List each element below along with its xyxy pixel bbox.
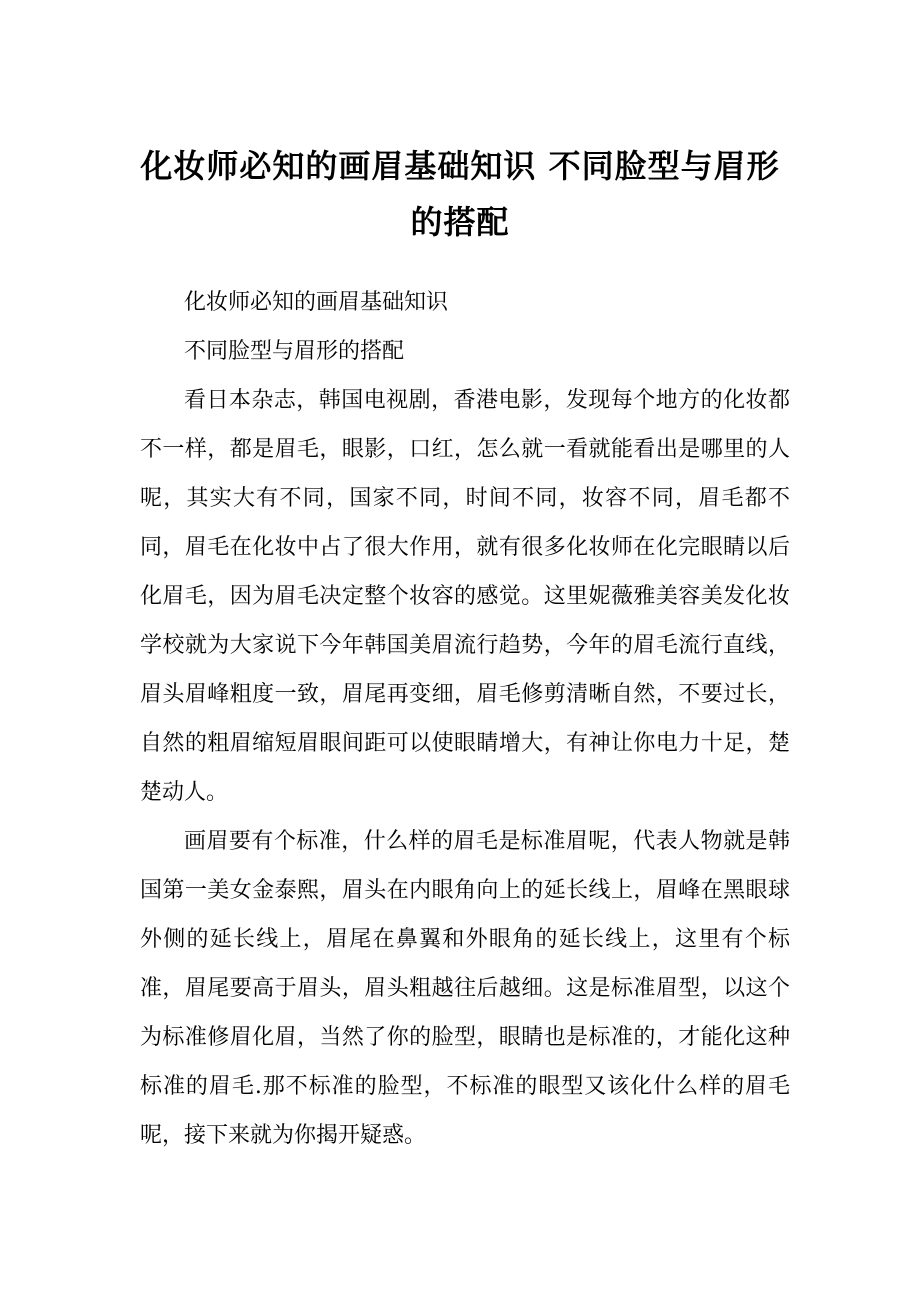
subheading-basics: 化妆师必知的画眉基础知识 [184,290,449,315]
subheading-face-shapes: 不同脸型与眉形的搭配 [184,339,405,364]
paragraph-trends: 看日本杂志，韩国电视剧，香港电影，发现每个地方的化妆都不一样，都是眉毛，眼影，口红，怎么就一看就能看出是哪里的人呢，其实大有不同，国家不同，时间不同，妆容不同，眉毛都不同，眉毛在化妆中占了很大作用，就有很多化妆师在化完眼睛以后化眉毛，因为眉毛决定整个妆容的感觉。这里妮薇雅美容美发化妆学校就为大家说下今年韩国美眉流行趋势，今年的眉毛流行直线，眉头眉峰粗度一致，眉尾再变细，眉毛修剪清晰自然，不要过长，自然的粗眉缩短眉眼间距可以使眼睛增大，有神让你电力十足，楚楚动人。 [140,388,790,805]
document-title: 化妆师必知的画眉基础知识 不同脸型与眉形的搭配 [140,147,780,241]
document-body [140,278,790,1160]
paragraph-standard-brow: 画眉要有个标准，什么样的眉毛是标准眉呢，代表人物就是韩国第一美女金泰熙，眉头在内眼角向上的延长线上，眉峰在黑眼球外侧的延长线上，眉尾在鼻翼和外眼角的延长线上，这里有个标准，眉尾要高于眉头，眉头粗越往后越细。这是标准眉型，以这个为标准修眉化眉，当然了你的脸型，眼睛也是标准的，才能化这种标准的眉毛.那不标准的脸型，不标准的眼型又该化什么样的眉毛呢，接下来就为你揭开疑惑。 [140,829,790,1148]
